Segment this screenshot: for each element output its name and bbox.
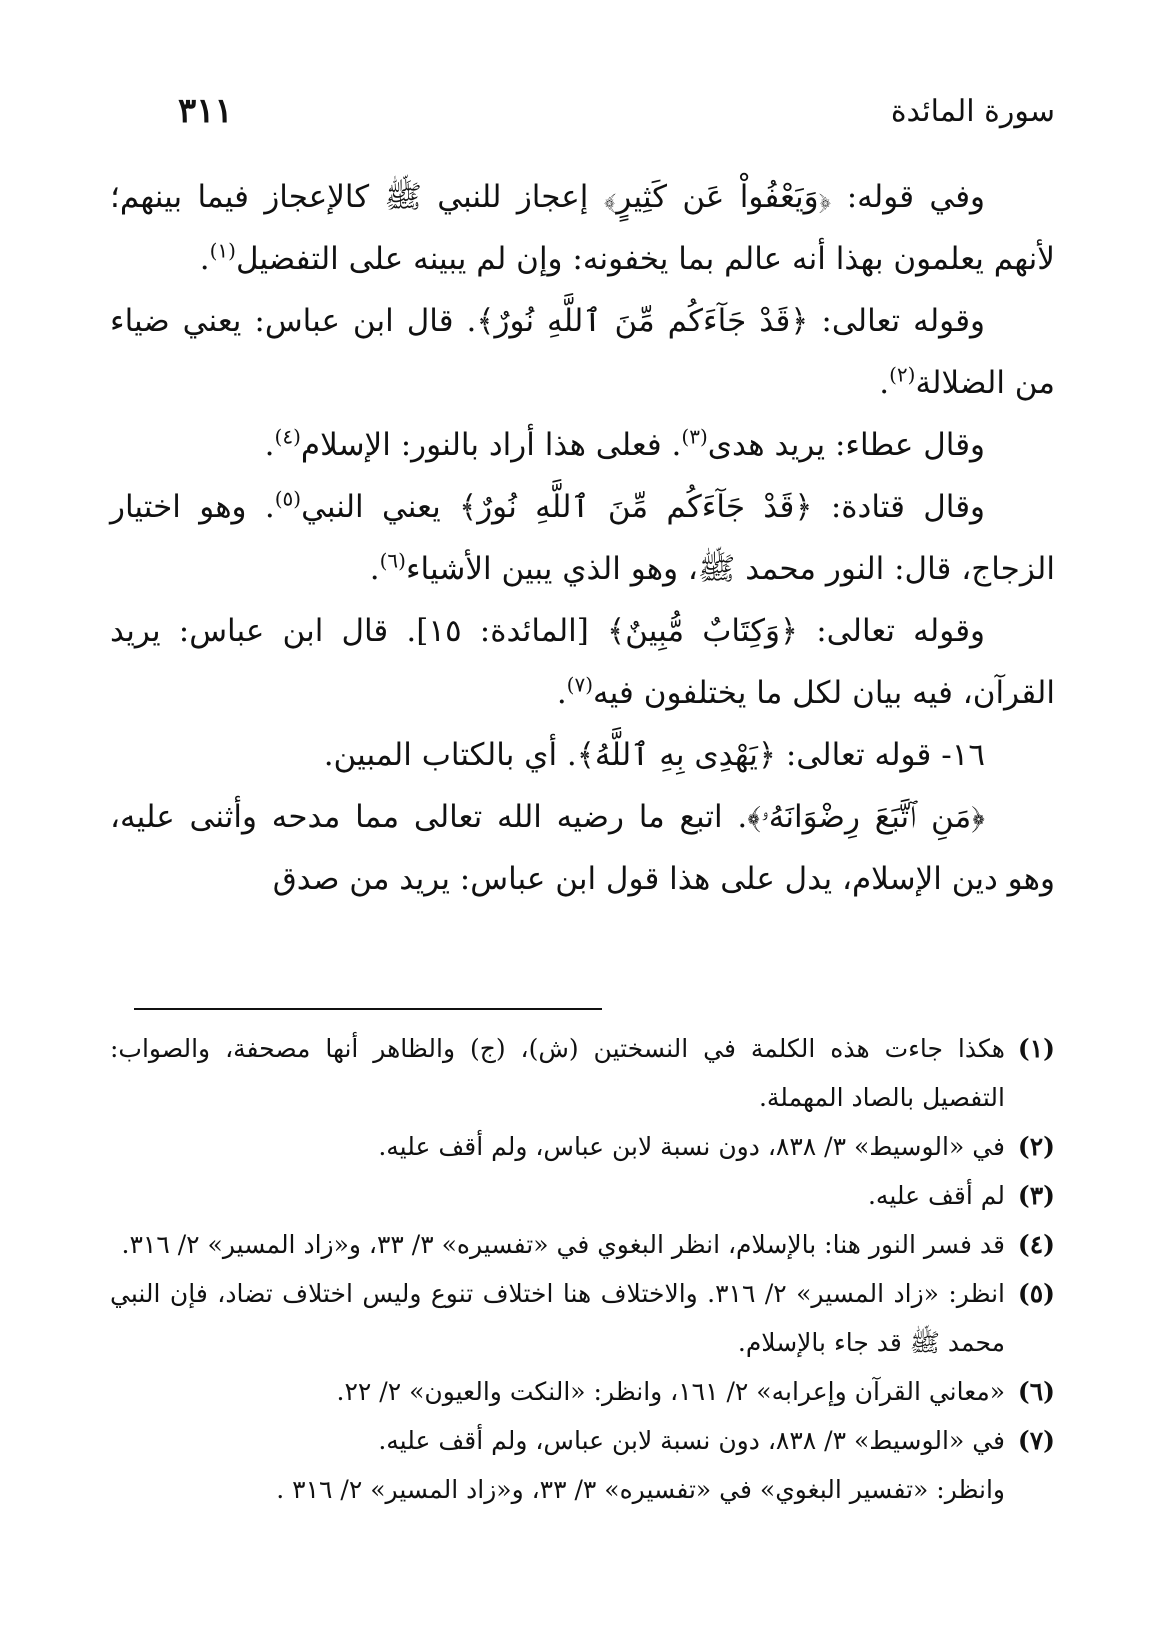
footnote-ref-5: (٥) [274,486,302,511]
footnote-number: (٤) [1017,1230,1055,1259]
paragraph-3-text-b: . فعلى هذا أراد بالنور: الإسلام [300,427,682,463]
footnote-ref-2: (٢) [889,362,916,387]
paragraph-3: وقال عطاء: يريد هدى$^{(٣)}$. فعلى هذا أراد بالنور: الإسلام$^{(٤)}$. [264,424,985,463]
main-text [110,166,1055,910]
footnote-text: انظر: «زاد المسير» ٢/ ٣١٦. والاختلاف هنا اختلاف تنوع وليس اختلاف تضاد، فإن النبي محمد ﷺ قد جاء بالإسلام. [110,1279,1005,1357]
footnote-text: هكذا جاءت هذه الكلمة في النسختين (ش)، (ج) والظاهر أنها مصحفة، والصواب: التفصيل بالصاد المهملة. [110,1034,1005,1112]
paragraph-3-text-a: وقال عطاء: يريد هدى [707,427,985,463]
footnote-text: «معاني القرآن وإعرابه» ٢/ ١٦١، وانظر: «النكت والعيون» ٢/ ٢٢. [336,1377,1005,1406]
footnote-7 [110,1416,1055,1465]
footnote-7-continuation: وانظر: «تفسير البغوي» في «تفسيره» ٣/ ٣٣، و«زاد المسير» ٢/ ٣١٦ . [276,1475,1005,1504]
page-number: ٣١١ [178,91,233,131]
footnote-5 [110,1269,1055,1367]
paragraph-5-text: وقوله تعالى: ﴿وَكِتَابٌ مُّبِينٌ﴾ [المائدة: ١٥]. قال ابن عباس: يريد القرآن، فيه بيان لكل ما يختلفون فيه [110,613,1055,711]
footnote-text: قد فسر النور هنا: بالإسلام، انظر البغوي في «تفسيره» ٣/ ٣٣، و«زاد المسير» ٢/ ٣١٦. [121,1230,1005,1259]
footnote-number: (٧) [1017,1426,1055,1455]
paragraph-2-text: وقوله تعالى: ﴿قَدْ جَآءَكُم مِّنَ ٱللَّهِ نُورٌ﴾. قال ابن عباس: يعني ضياء من الضلالة [110,303,1055,401]
footnote-ref-3: (٣) [681,424,708,449]
paragraph-1: وفي قوله: ﴿وَيَعْفُواْ عَن كَثِيرٍ﴾ إعجاز للنبي ﷺ كالإعجاز فيما بينهم؛ لأنهم يعلمون بهذا أنه عالم بما يخفونه: وإن لم يبينه على التفضيل$^{(١)}$. [110,179,1055,277]
footnote-4 [110,1220,1055,1269]
footnote-number: (٥) [1017,1279,1055,1308]
footnote-ref-6: (٦) [379,548,406,573]
footnote-ref-4: (٤) [274,424,301,449]
footnote-number: (٣) [1017,1181,1055,1210]
paragraph-2: وقوله تعالى: ﴿قَدْ جَآءَكُم مِّنَ ٱللَّهِ نُورٌ﴾. قال ابن عباس: يعني ضياء من الضلالة$^{(٢)}$. [110,303,1055,401]
footnote-number: (٦) [1017,1377,1055,1406]
paragraph-6: ١٦- قوله تعالى: ﴿يَهْدِى بِهِ ٱللَّهُ﴾. أي بالكتاب المبين. [323,737,985,773]
paragraph-4-text-b: . وهو اختيار الزجاج، قال: النور محمد ﷺ، وهو الذي يبين الأشياء [110,489,1055,587]
footnote-separator [134,1008,602,1010]
footnote-number: (١) [1017,1034,1055,1063]
footnote-number: (٢) [1017,1132,1055,1161]
footnote-2 [110,1122,1055,1171]
paragraph-4: وقال قتادة: ﴿قَدْ جَآءَكُم مِّنَ ٱللَّهِ نُورٌ﴾ يعني النبي$^{(٥)}$. وهو اختيار الزجاج، قال: النور محمد ﷺ، وهو الذي يبين الأشياء$^{(٦)}$. [110,486,1055,587]
footnote-text: في «الوسيط» ٣/ ٨٣٨، دون نسبة لابن عباس، ولم أقف عليه. [378,1132,1005,1161]
footnote-1 [110,1024,1055,1122]
paragraph-5: وقوله تعالى: ﴿وَكِتَابٌ مُّبِينٌ﴾ [المائدة: ١٥]. قال ابن عباس: يريد القرآن، فيه بيان لكل ما يختلفون فيه$^{(٧)}$. [110,613,1055,711]
running-title: سورة المائدة [890,93,1055,129]
footnote-ref-7: (٧) [566,672,594,697]
footnotes [110,1024,1055,1514]
paragraph-1-text: وفي قوله: ﴿وَيَعْفُواْ عَن كَثِيرٍ﴾ إعجاز للنبي ﷺ كالإعجاز فيما بينهم؛ لأنهم يعلمون بهذا أنه عالم بما يخفونه: وإن لم يبينه على التفضيل [110,179,1055,277]
footnote-text: لم أقف عليه. [867,1181,1005,1210]
footnote-3 [110,1171,1055,1220]
page-header [178,86,1055,136]
footnote-ref-1: (١) [209,238,236,263]
paragraph-7: ﴿مَنِ ٱتَّبَعَ رِضْوَانَهُۥ﴾. اتبع ما رضيه الله تعالى مما مدحه وأثنى عليه، وهو دين الإسلام، يدل على هذا قول ابن عباس: يريد من صدق [110,799,1055,897]
footnote-text: في «الوسيط» ٣/ ٨٣٨، دون نسبة لابن عباس، ولم أقف عليه. [378,1426,1005,1455]
footnote-6 [110,1367,1055,1416]
paragraph-4-text-a: وقال قتادة: ﴿قَدْ جَآءَكُم مِّنَ ٱللَّهِ نُورٌ﴾ يعني النبي [301,489,985,525]
